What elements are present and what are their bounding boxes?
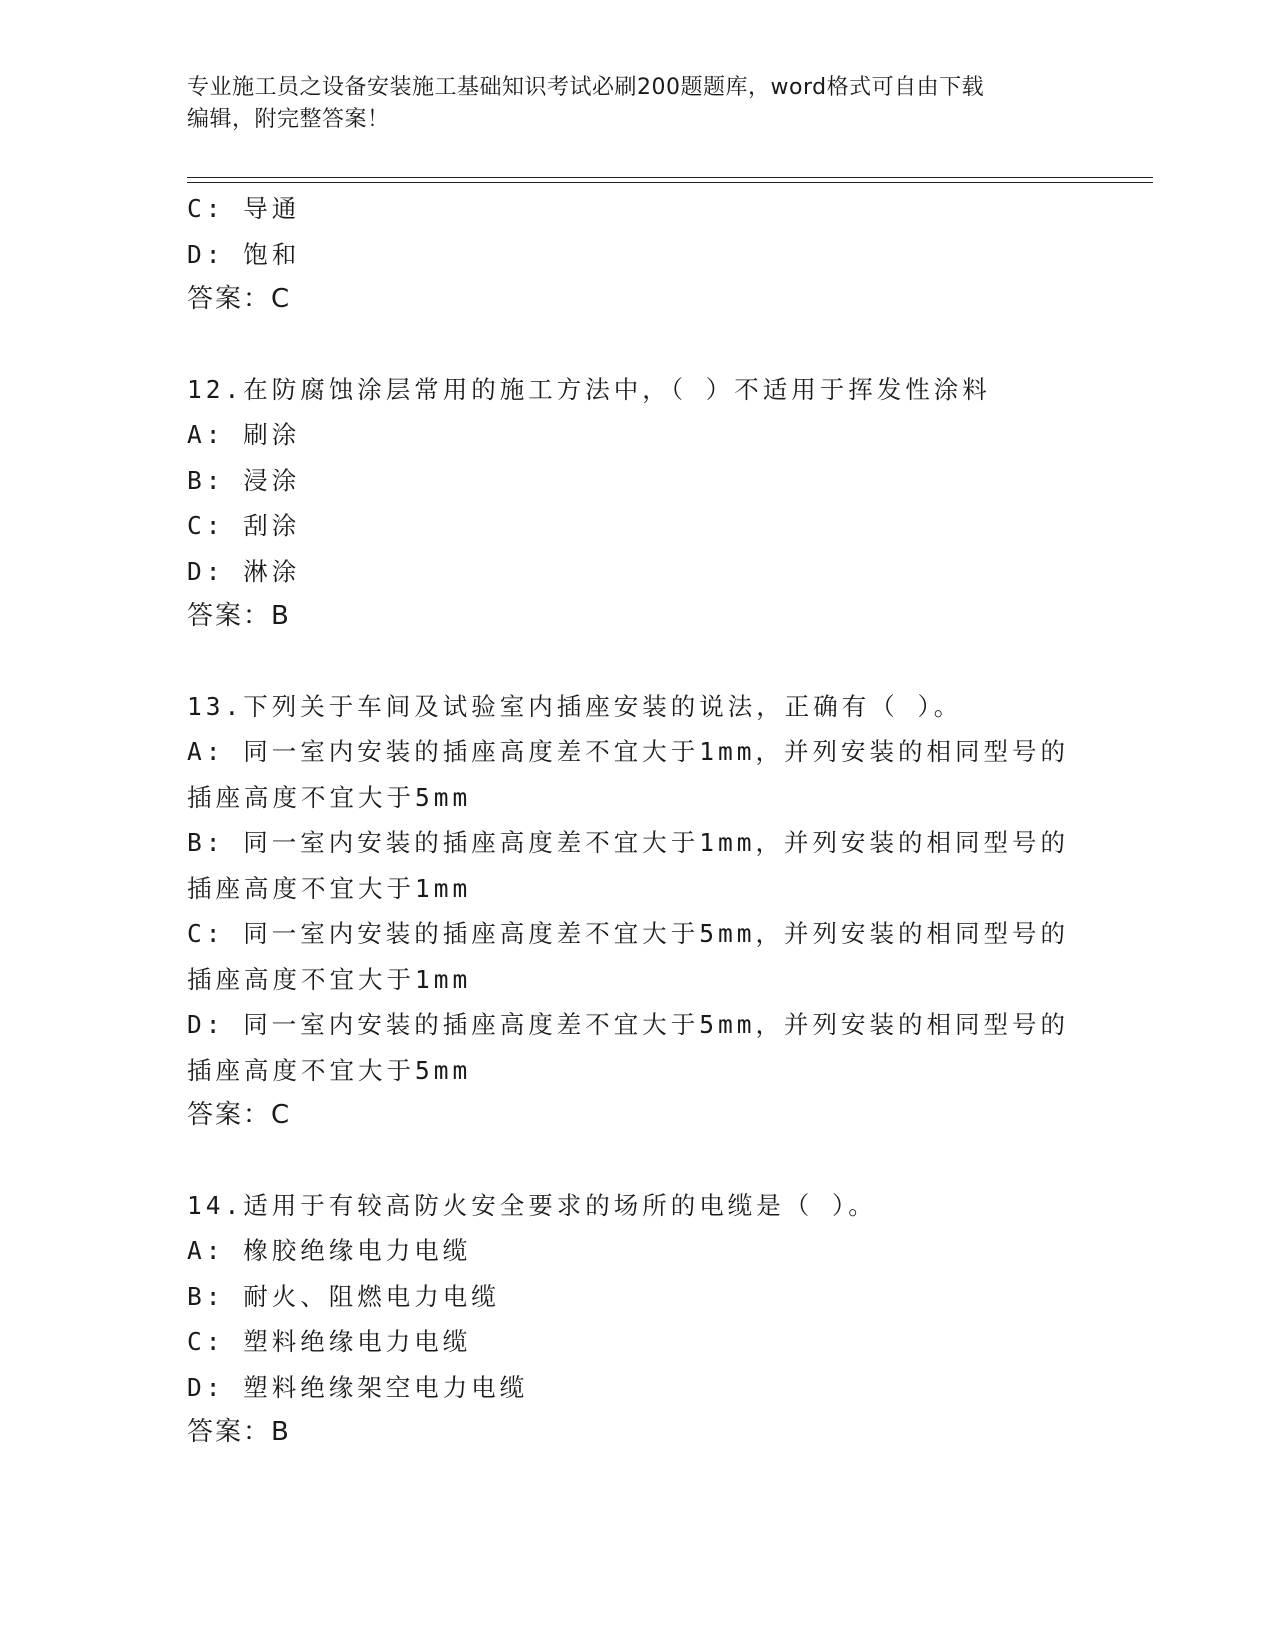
- option-a: A: 橡胶绝缘电力电缆: [187, 1236, 472, 1265]
- question-11-continuation: [187, 186, 1107, 323]
- option-b: B: 耐火、阻燃电力电缆: [187, 1281, 500, 1311]
- option-a: A: 刷涂: [187, 420, 301, 449]
- option-b: B: 浸涂: [187, 465, 301, 495]
- option-b-line-2: 插座高度不宜大于1mm: [187, 873, 472, 903]
- answer-line: 答案：B: [187, 601, 291, 631]
- header-line-1: 专业施工员之设备安装施工基础知识考试必刷200题题库，word格式可自由下载: [187, 75, 985, 100]
- option-c-line-1: C: 同一室内安装的插座高度差不宜大于5mm，并列安装的相同型号的: [187, 919, 1069, 948]
- answer-line: 答案：B: [187, 1417, 291, 1447]
- option-c: C: 导通: [187, 194, 301, 223]
- option-a-line-1: A: 同一室内安装的插座高度差不宜大于1mm，并列安装的相同型号的: [187, 737, 1069, 766]
- answer-line: 答案：C: [187, 284, 292, 314]
- spacer: [187, 640, 1107, 684]
- question-13: [187, 684, 1107, 1139]
- answer-line: 答案：C: [187, 1100, 292, 1130]
- option-c: C: 刮涂: [187, 511, 301, 540]
- question-list: [187, 186, 1107, 1456]
- option-d-line-1: D: 同一室内安装的插座高度差不宜大于5mm，并列安装的相同型号的: [187, 1010, 1069, 1039]
- question-stem: 12.在防腐蚀涂层常用的施工方法中，（ ）不适用于挥发性涂料: [187, 374, 991, 404]
- question-stem: 13.下列关于车间及试验室内插座安装的说法，正确有（ ）。: [187, 691, 963, 721]
- document-header: [187, 72, 1087, 136]
- option-c-line-2: 插座高度不宜大于1mm: [187, 964, 472, 994]
- option-d-line-2: 插座高度不宜大于5mm: [187, 1055, 472, 1085]
- spacer: [187, 323, 1107, 367]
- option-d: D: 饱和: [187, 239, 301, 269]
- header-line-2: 编辑，附完整答案！: [187, 107, 390, 132]
- option-a-line-2: 插座高度不宜大于5mm: [187, 782, 472, 812]
- option-d: D: 淋涂: [187, 556, 301, 586]
- option-b-line-1: B: 同一室内安装的插座高度差不宜大于1mm，并列安装的相同型号的: [187, 828, 1069, 857]
- header-divider-bottom: [187, 182, 1153, 183]
- spacer: [187, 1139, 1107, 1183]
- question-stem: 14.适用于有较高防火安全要求的场所的电缆是（ ）。: [187, 1190, 877, 1220]
- option-d: D: 塑料绝缘架空电力电缆: [187, 1372, 529, 1402]
- header-divider-top: [187, 177, 1153, 178]
- question-14: [187, 1183, 1107, 1456]
- question-12: [187, 367, 1107, 640]
- option-c: C: 塑料绝缘电力电缆: [187, 1327, 472, 1356]
